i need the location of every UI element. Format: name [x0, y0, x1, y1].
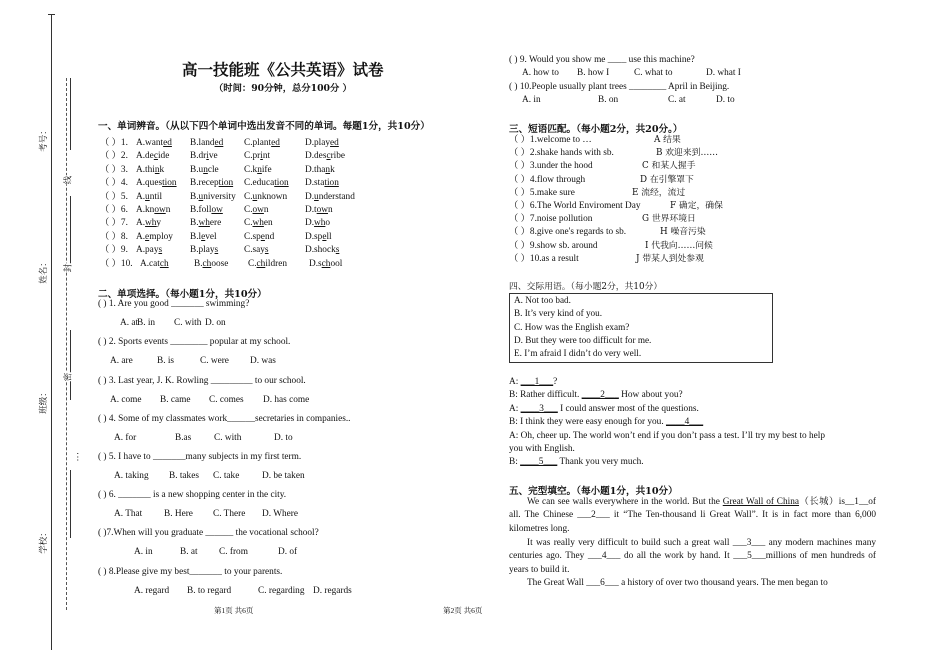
- question-number: （ ）3.: [100, 164, 128, 175]
- cloze-p1-start: We can see walls everywhere in the world. But the: [527, 497, 723, 507]
- name-label: 姓名：: [38, 258, 49, 284]
- underlined-sound: ed: [214, 138, 224, 148]
- word-option[interactable]: A.employ: [136, 231, 173, 242]
- mc-option[interactable]: B. on: [598, 95, 619, 105]
- word-option[interactable]: D.school: [309, 258, 343, 269]
- answer-blank[interactable]: ____4___: [665, 417, 704, 428]
- mc-option[interactable]: D. Where: [262, 509, 298, 519]
- underlined-sound: ch: [321, 258, 331, 269]
- mc-option[interactable]: D. be taken: [262, 471, 305, 481]
- word-option[interactable]: C.spend: [244, 231, 275, 242]
- match-phrase: （ ）10.as a result: [509, 253, 579, 264]
- dialog-line: A: Oh, cheer up. The world won’t end if you don’t pass a test. I’ll try my best to help: [509, 430, 826, 441]
- seal-char-feng: 封: [63, 263, 74, 273]
- mc-option[interactable]: D. regards: [313, 586, 352, 596]
- section3-heading: 三、短语匹配。（每小题2分，共20分。）: [509, 124, 683, 135]
- word-option[interactable]: B.where: [190, 218, 222, 229]
- question-number: （ ）7.: [100, 218, 128, 229]
- underlined-sound: ow: [211, 205, 223, 215]
- mc-option[interactable]: D. to: [274, 433, 293, 443]
- word-option[interactable]: C.planted: [244, 138, 280, 148]
- word-option[interactable]: D.shocks: [305, 245, 340, 256]
- mc-option[interactable]: C. take: [213, 471, 240, 481]
- underlined-sound: tion: [218, 178, 234, 189]
- mc-question: ( ) 5. I have to _______many subjects in my first term.: [98, 452, 302, 462]
- match-meaning: A 结果: [654, 135, 681, 145]
- dialog-line: B: ____5___ Thank you very much.: [509, 457, 644, 468]
- word-option[interactable]: B.uncle: [190, 164, 219, 175]
- word-option[interactable]: A.decide: [136, 151, 170, 162]
- underlined-sound: ow: [316, 205, 328, 215]
- question-number: （ ）1.: [100, 138, 128, 148]
- underlined-sound: wh: [252, 218, 264, 229]
- mc-option[interactable]: B. at: [180, 547, 198, 557]
- word-option[interactable]: D.station: [305, 178, 339, 189]
- underlined-sound: e: [322, 231, 327, 242]
- mc-option[interactable]: A. come: [110, 395, 142, 405]
- school-line[interactable]: [70, 470, 71, 538]
- class-line[interactable]: [70, 330, 71, 400]
- word-option[interactable]: A.until: [136, 191, 163, 202]
- question-number: （ ）6.: [100, 205, 128, 215]
- match-meaning: G 世界环境日: [642, 214, 696, 225]
- exam-title: 高一技能班《公共英语》试卷: [182, 60, 384, 79]
- cloze-paragraph-3: The Great Wall ___6___ a history of over two thousand years. The men began to: [527, 578, 828, 588]
- mc-option[interactable]: D. to: [716, 95, 735, 105]
- mc-option[interactable]: A. regard: [134, 586, 170, 596]
- underlined-sound: n: [203, 164, 208, 175]
- seal-dashed-line: [66, 78, 67, 610]
- underlined-sound: c: [326, 151, 331, 162]
- underlined-sound: n: [154, 164, 160, 175]
- match-phrase: （ ）1.welcome to …: [509, 135, 592, 145]
- section4-heading: 四、交际用语。（每小题2分，共10分）: [509, 282, 663, 292]
- section1-heading: 一、单词辨音。（从以下四个单词中选出发音不同的单词。每题1分，共10分）: [98, 121, 430, 132]
- word-option[interactable]: D.understand: [305, 191, 355, 202]
- dialog-line: A: ____3___ I could answer most of the questions.: [509, 403, 699, 414]
- word-option[interactable]: A.catch: [140, 258, 169, 269]
- dialog-line: you with English.: [509, 444, 575, 454]
- dialog-options-box: [509, 293, 773, 363]
- mc-option[interactable]: A. in: [522, 95, 541, 105]
- cloze-paragraph-1: [509, 496, 876, 536]
- word-option[interactable]: C.knife: [244, 164, 272, 175]
- word-option[interactable]: A.pays: [136, 245, 163, 256]
- word-option[interactable]: B.follow: [190, 205, 223, 215]
- match-meaning: H 噪音污染: [660, 227, 706, 238]
- dialog-line: A: ___1___?: [509, 377, 558, 387]
- mc-option[interactable]: A. how to: [522, 68, 559, 78]
- word-option[interactable]: D.thank: [305, 164, 335, 175]
- underlined-sound: e: [260, 231, 265, 242]
- mc-option[interactable]: A. in: [134, 547, 153, 557]
- word-option[interactable]: B.reception: [190, 178, 234, 189]
- mc-question: ( ) 2. Sports events ________ popular at my school.: [98, 337, 291, 347]
- question-number: （ ）5.: [100, 191, 128, 202]
- dialog-line: B: I think they were easy enough for you. ____4___: [509, 417, 704, 428]
- word-option[interactable]: B.level: [190, 231, 217, 242]
- section2-heading: 二、单项选择。（每小题1分，共10分）: [98, 289, 267, 300]
- underlined-sound: n: [257, 164, 262, 175]
- match-meaning: D 在引擎罩下: [640, 174, 694, 185]
- match-phrase: （ ）9.show sb. around: [509, 240, 598, 251]
- mc-option[interactable]: C. regarding: [258, 586, 305, 596]
- mc-option[interactable]: B. came: [160, 395, 191, 405]
- great-wall-term: Great Wall of China: [722, 497, 800, 507]
- mc-option[interactable]: D. what I: [706, 68, 741, 78]
- underlined-sound: u: [252, 191, 258, 202]
- underlined-sound: ed: [271, 138, 280, 148]
- match-meaning: B 欢迎来到……: [656, 148, 719, 159]
- dialog-option-a: A. Not too bad.: [514, 295, 571, 305]
- mc-option[interactable]: C. from: [219, 547, 248, 557]
- answer-blank[interactable]: ____3___: [520, 403, 558, 414]
- seal-char-mi: 密: [63, 372, 74, 382]
- mc-option[interactable]: A. for: [114, 433, 137, 443]
- word-option[interactable]: C.print: [244, 151, 271, 162]
- word-option[interactable]: C.when: [244, 218, 273, 229]
- mc-question: ( ) 3. Last year, J. K. Rowling _________ to our school.: [98, 376, 306, 386]
- underlined-sound: n: [325, 164, 331, 175]
- mc-option[interactable]: A. at: [120, 318, 139, 328]
- match-phrase: （ ）5.make sure: [509, 187, 575, 198]
- word-option[interactable]: B.university: [190, 191, 236, 202]
- match-meaning: I 代我向……问候: [645, 240, 713, 251]
- underlined-sound: ed: [330, 138, 339, 148]
- question-number: （ ）8.: [100, 231, 128, 242]
- answer-blank[interactable]: ___1___: [520, 377, 554, 387]
- word-option[interactable]: C.says: [244, 245, 269, 256]
- dialog-option-c: C. How was the English exam?: [514, 321, 630, 332]
- mc-option[interactable]: B. Here: [164, 509, 193, 519]
- match-phrase: （ ）8.give one's regards to sb.: [509, 227, 627, 238]
- underlined-sound: tion: [162, 178, 177, 189]
- question-number: （ ）4.: [100, 178, 128, 189]
- word-option[interactable]: A.question: [136, 178, 177, 189]
- match-meaning: C 和某人握手: [642, 161, 696, 172]
- binding-line: [51, 14, 52, 650]
- cloze-p1-end: （长城）is__1__of all. The Chinese ___2___ it “The Ten-thousand li Great Wall”. It is in fact more than 6,000 kilometres long.: [509, 497, 876, 534]
- word-option[interactable]: D.spell: [305, 231, 332, 242]
- mc-option[interactable]: B. to regard: [187, 586, 232, 596]
- mc-option[interactable]: A. are: [110, 356, 133, 366]
- mc-question: ( ) 10.People usually plant trees ________ April in Beijing.: [509, 82, 730, 92]
- mc-option[interactable]: D. on: [205, 318, 226, 328]
- class-label: 班级：: [38, 388, 49, 414]
- underlined-sound: s: [335, 245, 340, 256]
- exam-subtitle: （时间：90分钟，总分100分 ）: [214, 83, 352, 94]
- word-option[interactable]: B.landed: [190, 138, 224, 148]
- word-option[interactable]: B.plays: [190, 245, 219, 256]
- answer-blank[interactable]: ____5___: [520, 457, 558, 468]
- match-phrase: （ ）4.flow through: [509, 174, 586, 185]
- word-option[interactable]: A.known: [136, 205, 171, 215]
- seal-dots: ⋮: [73, 453, 83, 463]
- mc-option[interactable]: B. how I: [577, 68, 610, 78]
- mc-option[interactable]: B. is: [157, 356, 175, 366]
- dialog-option-d: D. But they were too difficult for me.: [514, 334, 652, 345]
- answer-blank[interactable]: ____2___: [581, 390, 619, 401]
- underlined-sound: ow: [154, 205, 166, 215]
- word-option[interactable]: A.why: [136, 218, 162, 229]
- mc-option[interactable]: D. of: [278, 547, 298, 557]
- underlined-sound: ow: [252, 205, 264, 215]
- match-phrase: （ ）6.The World Enviroment Day: [509, 201, 641, 211]
- school-label: 学校：: [38, 528, 49, 554]
- word-option[interactable]: D.played: [305, 138, 339, 148]
- underlined-sound: tion: [274, 178, 289, 189]
- question-number: （ ）2.: [100, 151, 128, 162]
- word-option[interactable]: A.think: [136, 164, 165, 175]
- exam-no-label: 考号：: [38, 126, 49, 152]
- match-meaning: E 流经，流过: [632, 187, 686, 198]
- underlined-sound: s: [214, 245, 219, 256]
- mc-option[interactable]: C. with: [174, 318, 202, 328]
- underlined-sound: u: [198, 191, 204, 202]
- underlined-sound: c: [153, 151, 158, 162]
- mc-option[interactable]: B.as: [175, 433, 192, 443]
- underlined-sound: s: [158, 245, 163, 256]
- word-option[interactable]: C.unknown: [244, 191, 288, 202]
- binding-line-cap: [48, 14, 55, 15]
- underlined-sound: u: [145, 191, 150, 202]
- word-option[interactable]: A.wanted: [136, 138, 172, 148]
- underlined-sound: ch: [159, 258, 169, 269]
- mc-question: ( ) 6. _______ is a new shopping center in the city.: [98, 490, 287, 500]
- word-option[interactable]: B.choose: [194, 258, 229, 269]
- mc-option[interactable]: D. was: [250, 356, 276, 366]
- mc-option[interactable]: A. That: [114, 509, 143, 519]
- dialog-option-e: E. I’m afraid I didn’t do very well.: [514, 348, 642, 359]
- mc-question: ( ) 4. Some of my classmates work______secretaries in companies..: [98, 414, 351, 424]
- underlined-sound: ch: [256, 258, 266, 269]
- underlined-sound: tion: [324, 178, 339, 189]
- mc-question: ( )7.When will you graduate ______ the vocational school?: [98, 528, 319, 538]
- underlined-sound: ed: [163, 138, 172, 148]
- mc-question: ( ) 1. Are you good _______ swimming?: [98, 299, 250, 309]
- mc-option[interactable]: C. There: [213, 509, 246, 519]
- word-option[interactable]: C.children: [248, 258, 287, 269]
- underlined-sound: u: [314, 191, 319, 202]
- mc-option[interactable]: A. taking: [114, 471, 149, 481]
- underlined-sound: wh: [145, 218, 157, 229]
- mc-question: ( ) 8.Please give my best_______ to your parents.: [98, 567, 283, 577]
- underlined-sound: wh: [198, 218, 210, 229]
- mc-option[interactable]: C. with: [214, 433, 242, 443]
- underlined-sound: s: [264, 245, 269, 256]
- underlined-sound: e: [201, 231, 206, 242]
- match-meaning: J 带某人到处参观: [636, 253, 704, 264]
- section5-heading: 五、完型填空。（每小题1分，共10分）: [509, 486, 678, 497]
- mc-option[interactable]: C. were: [200, 356, 229, 366]
- match-phrase: （ ）7.noise pollution: [509, 214, 593, 225]
- mc-question: ( ) 9. Would you show me ____ use this machine?: [509, 55, 695, 65]
- question-number: （ ）10.: [100, 258, 133, 269]
- exam-no-line[interactable]: [70, 78, 71, 150]
- footer-page-left: 第1页 共6页: [214, 606, 254, 615]
- word-option[interactable]: C.education: [244, 178, 289, 189]
- underlined-sound: i: [260, 151, 263, 162]
- underlined-sound: e: [145, 231, 150, 242]
- dialog-option-b: B. It’s very kind of you.: [514, 308, 603, 319]
- dialog-line: B: Rather difficult. ____2___ How about you?: [509, 390, 683, 401]
- mc-option[interactable]: C. at: [668, 95, 686, 105]
- match-phrase: （ ）3.under the hood: [509, 161, 593, 172]
- match-meaning: F 确定，确保: [670, 201, 723, 211]
- mc-option[interactable]: D. has come: [263, 395, 310, 405]
- mc-option[interactable]: C. what to: [634, 68, 673, 78]
- seal-char-xian: 线: [63, 175, 74, 185]
- cloze-paragraph-2: It was really very difficult to build such a great wall ___3___ any modern machines many centuries ago. They ___4___ do all the work by hand. It ___5___millions of men hundreds of years to build it.: [509, 538, 876, 575]
- name-line[interactable]: [70, 196, 71, 264]
- word-option[interactable]: D.town: [305, 205, 333, 215]
- underlined-sound: wh: [314, 218, 326, 229]
- underlined-sound: ch: [202, 258, 212, 269]
- mc-option[interactable]: B. takes: [169, 471, 199, 481]
- mc-option[interactable]: B. in: [137, 318, 156, 328]
- underlined-sound: i: [206, 151, 209, 162]
- mc-option[interactable]: C. comes: [209, 395, 244, 405]
- footer-page-right: 第2页 共6页: [443, 606, 483, 615]
- match-phrase: （ ）2.shake hands with sb.: [509, 148, 614, 159]
- word-option[interactable]: D.who: [305, 218, 331, 229]
- word-option[interactable]: D.describe: [305, 151, 346, 162]
- word-option[interactable]: B.drive: [190, 151, 218, 162]
- word-option[interactable]: C.own: [244, 205, 269, 215]
- question-number: （ ）9.: [100, 245, 128, 256]
